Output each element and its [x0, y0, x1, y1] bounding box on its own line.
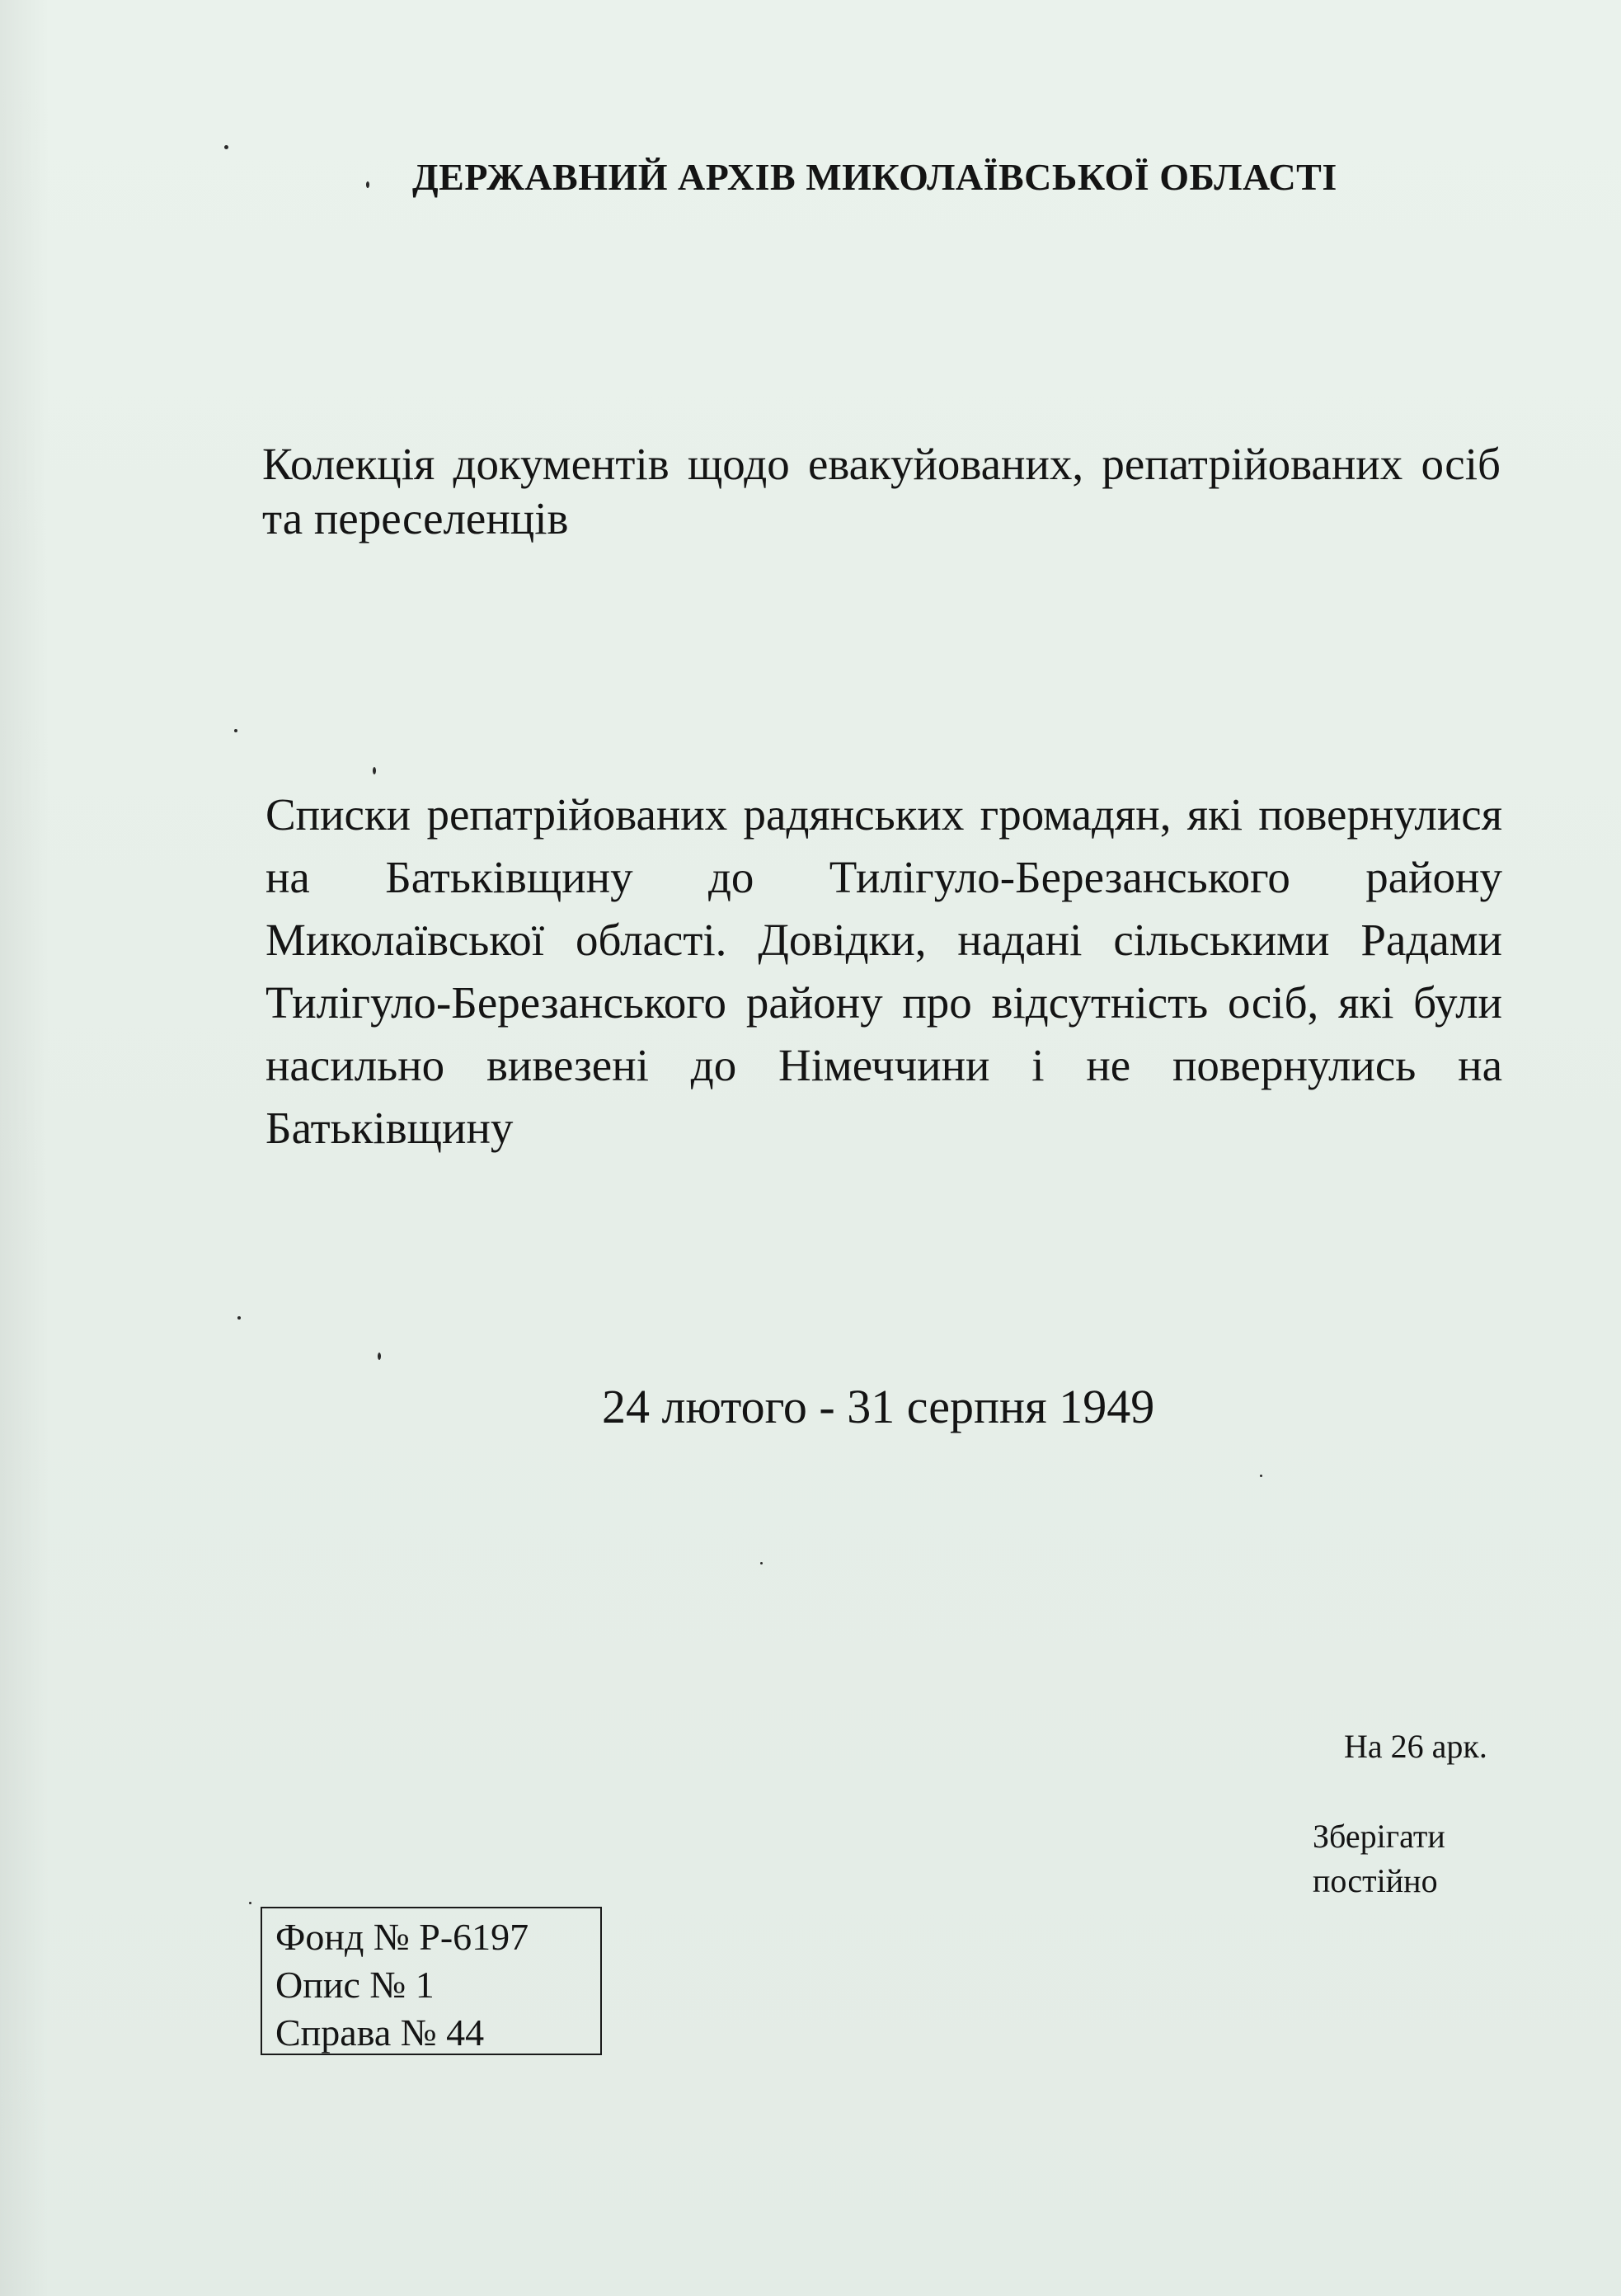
scan-speck [224, 145, 228, 149]
scan-speck [237, 1316, 241, 1320]
fond-number: Фонд № Р-6197 [275, 1916, 529, 1958]
scan-speck [378, 1353, 381, 1360]
archive-header: ДЕРЖАВНИЙ АРХІВ МИКОЛАЇВСЬКОЇ ОБЛАСТІ [412, 156, 1337, 198]
scan-speck [1260, 1475, 1262, 1477]
collection-title: Колекція документів щодо евакуйованих, репатрійованих осіб та переселенців [262, 439, 1501, 543]
opys-number: Опис № 1 [275, 1964, 435, 2006]
scan-speck [234, 729, 237, 732]
scan-speck [373, 767, 376, 774]
sprava-number: Справа № 44 [275, 2011, 485, 2054]
scan-speck [760, 1562, 763, 1564]
case-description: Списки репатрійованих радянських громадян, які повернулися на Батьківщину до Тилігуло-Березанського району Миколаївської області. Довідки, надані сільськими Радами Тилігуло-Березанського району про відсутність осіб, які були насильно вивезені до Німеччини і не повернулись на Батьківщину [265, 789, 1502, 1153]
date-range: 24 лютого - 31 серпня 1949 [602, 1380, 1155, 1433]
scan-speck [249, 1902, 251, 1904]
sheets-count: На 26 арк. [1344, 1728, 1487, 1765]
archive-codes-box [261, 1907, 602, 2055]
retention-note: Зберігати постійно [1313, 1818, 1445, 1899]
scan-speck [366, 181, 369, 188]
